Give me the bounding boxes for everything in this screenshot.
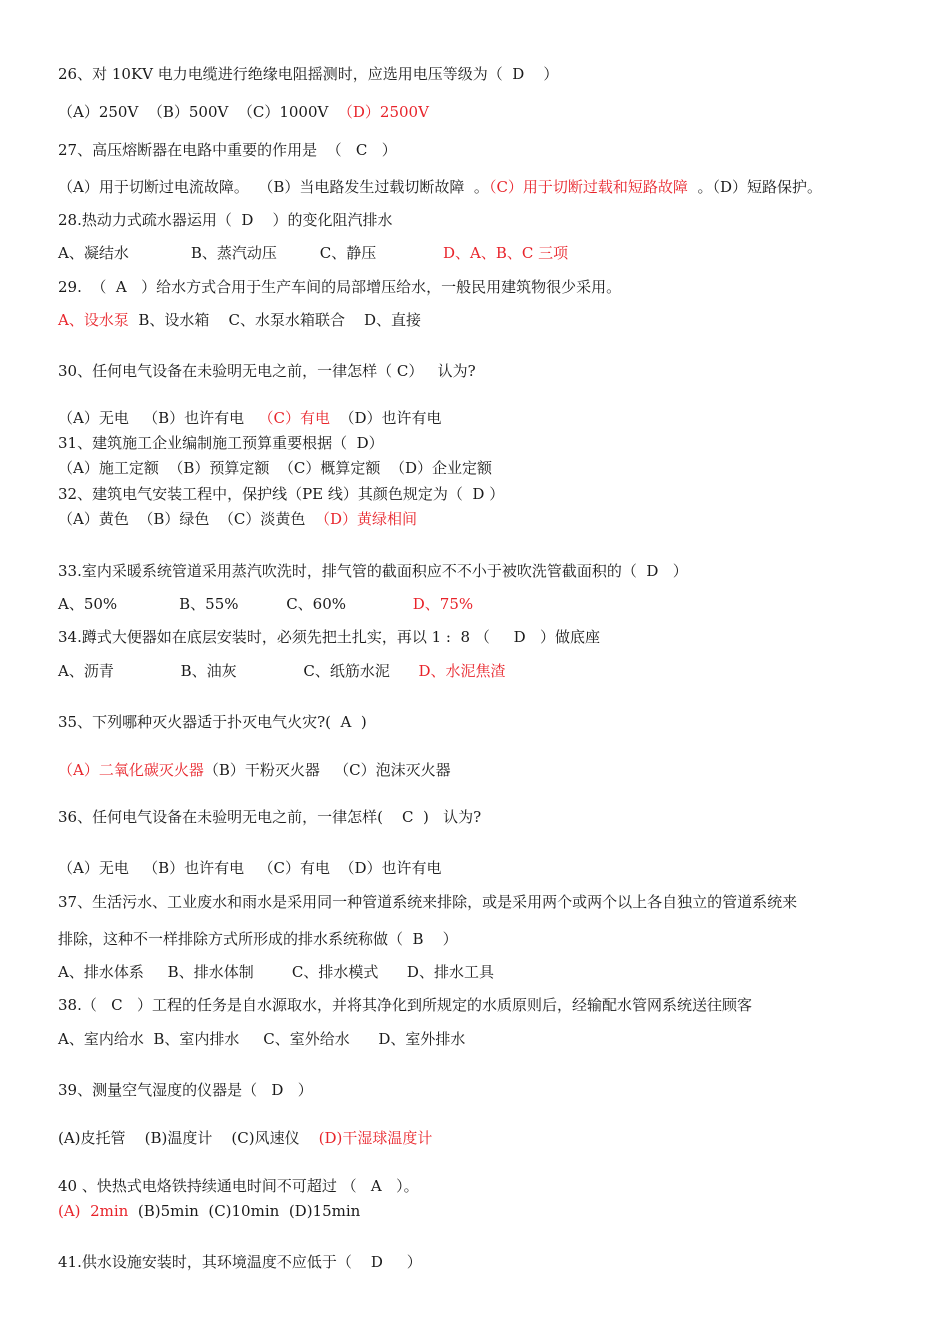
text-segment: A、50% B、55% C、60% — [58, 595, 413, 613]
text-segment: 40 、快热式电烙铁持续通电时间不可超过 （ A ）。 — [58, 1177, 419, 1195]
text-line — [58, 140, 397, 160]
text-line — [58, 1201, 360, 1221]
answer-highlight: （A）二氧化碳灭火器 — [58, 761, 204, 779]
text-segment: 。（D）短路保护。 — [687, 178, 822, 196]
text-segment: （B）干粉灭火器 （C）泡沫灭火器 — [203, 761, 451, 779]
text-segment: （A）无电 （B）也许有电 — [58, 409, 259, 427]
text-line — [58, 594, 473, 614]
text-segment: （D）也许有电 — [329, 409, 442, 427]
text-line — [58, 484, 504, 504]
text-line — [58, 102, 429, 122]
text-segment: 28.热动力式疏水器运用（ D ）的变化阻汽排水 — [58, 211, 393, 229]
text-line — [58, 962, 494, 982]
text-segment: B、设水箱 C、水泵水箱联合 D、直接 — [128, 311, 422, 329]
text-line — [58, 712, 367, 732]
text-segment: 34.蹲式大便器如在底层安装时，必须先把土扎实，再以 1 : 8 （ D ）做底座 — [58, 628, 601, 646]
text-segment: 41.供水设施安装时，其环境温度不应低于（ D ） — [58, 1253, 422, 1271]
text-segment: 35、下列哪种灭火器适于扑灭电气火灾?( A ) — [58, 713, 367, 731]
text-line — [58, 627, 600, 647]
text-segment: （A）黄色 （B）绿色 （C）淡黄色 — [58, 510, 315, 528]
text-line — [58, 277, 621, 297]
text-line — [58, 310, 421, 330]
text-line — [58, 1080, 313, 1100]
text-segment: A、沥青 B、油灰 C、纸筋水泥 — [58, 662, 419, 680]
answer-highlight: (A) 2min — [58, 1202, 129, 1220]
text-segment: 26、对 10KV 电力电缆进行绝缘电阻摇测时，应选用电压等级为（ D ） — [58, 65, 559, 83]
text-segment: 39、测量空气湿度的仪器是（ D ） — [58, 1081, 313, 1099]
text-segment: （A）用于切断过电流故障。 （B）当电路发生过载切断故障 。 — [58, 178, 489, 196]
answer-highlight: (D)干湿球温度计 — [318, 1129, 433, 1147]
answer-highlight: A、设水泵 — [58, 311, 129, 329]
text-line — [58, 661, 505, 681]
text-segment: 29. （ A ）给水方式合用于生产车间的局部增压给水，一般民用建筑物很少采用。 — [58, 278, 622, 296]
text-line — [58, 892, 797, 912]
text-segment: （A）施工定额 （B）预算定额 （C）概算定额 （D）企业定额 — [58, 459, 492, 477]
text-segment: 37、生活污水、工业废水和雨水是采用同一种管道系统来排除，或是采用两个或两个以上各自独立的管道系统来 — [58, 893, 798, 911]
text-segment: (A)皮托管 (B)温度计 (C)风速仪 — [58, 1129, 319, 1147]
text-line — [58, 807, 481, 827]
answer-highlight: （C）用于切断过载和短路故障 — [488, 178, 688, 196]
text-segment: (B)5min (C)10min (D)15min — [128, 1202, 361, 1220]
answer-highlight: D、A、B、C 三项 — [442, 244, 569, 262]
text-line — [58, 177, 822, 197]
answer-highlight: （C）有电 — [258, 409, 330, 427]
text-segment: 30、任何电气设备在未验明无电之前，一律怎样（ C） 认为? — [58, 362, 476, 380]
text-line — [58, 433, 384, 453]
text-line — [58, 361, 476, 381]
text-line — [58, 458, 492, 478]
text-line — [58, 561, 688, 581]
text-line — [58, 760, 451, 780]
text-line — [58, 64, 558, 84]
text-segment: 31、建筑施工企业编制施工预算重要根据（ D） — [58, 434, 384, 452]
text-line — [58, 995, 752, 1015]
text-segment: 33.室内采暖系统管道采用蒸汽吹洗时，排气管的截面积应不不小于被吹洗管截面积的（ D ） — [58, 562, 688, 580]
text-line — [58, 509, 417, 529]
answer-highlight: （D）2500V — [337, 103, 429, 121]
text-segment: A、凝结水 B、蒸汽动压 C、静压 — [58, 244, 443, 262]
text-segment: A、排水体系 B、排水体制 C、排水模式 D、排水工具 — [58, 963, 494, 981]
text-segment: 排除，这种不一样排除方式所形成的排水系统称做（ B ） — [58, 930, 458, 948]
text-line — [58, 858, 442, 878]
answer-highlight: D、75% — [412, 595, 474, 613]
text-line — [58, 243, 568, 263]
text-segment: 32、建筑电气安装工程中，保护线（PE 线）其颜色规定为（ D ） — [58, 485, 505, 503]
text-segment: 36、任何电气设备在未验明无电之前，一律怎样( C ) 认为? — [58, 808, 482, 826]
text-line — [58, 408, 442, 428]
text-line — [58, 1029, 465, 1049]
text-line — [58, 1176, 419, 1196]
answer-highlight: D、水泥焦渣 — [418, 662, 506, 680]
text-segment: （A）无电 （B）也许有电 （C）有电 （D）也许有电 — [58, 859, 442, 877]
text-line — [58, 1128, 432, 1148]
text-line — [58, 1252, 422, 1272]
answer-highlight: （D）黄绿相间 — [314, 510, 417, 528]
text-segment: 38.（ C ）工程的任务是自水源取水，并将其净化到所规定的水质原则后，经输配水管网系统送往顾客 — [58, 996, 752, 1014]
text-line — [58, 929, 458, 949]
text-line — [58, 210, 393, 230]
text-segment: 27、高压熔断器在电路中重要的作用是 （ C ） — [58, 141, 397, 159]
text-segment: （A）250V （B）500V （C）1000V — [58, 103, 338, 121]
text-segment: A、室内给水 B、室内排水 C、室外给水 D、室外排水 — [58, 1030, 466, 1048]
